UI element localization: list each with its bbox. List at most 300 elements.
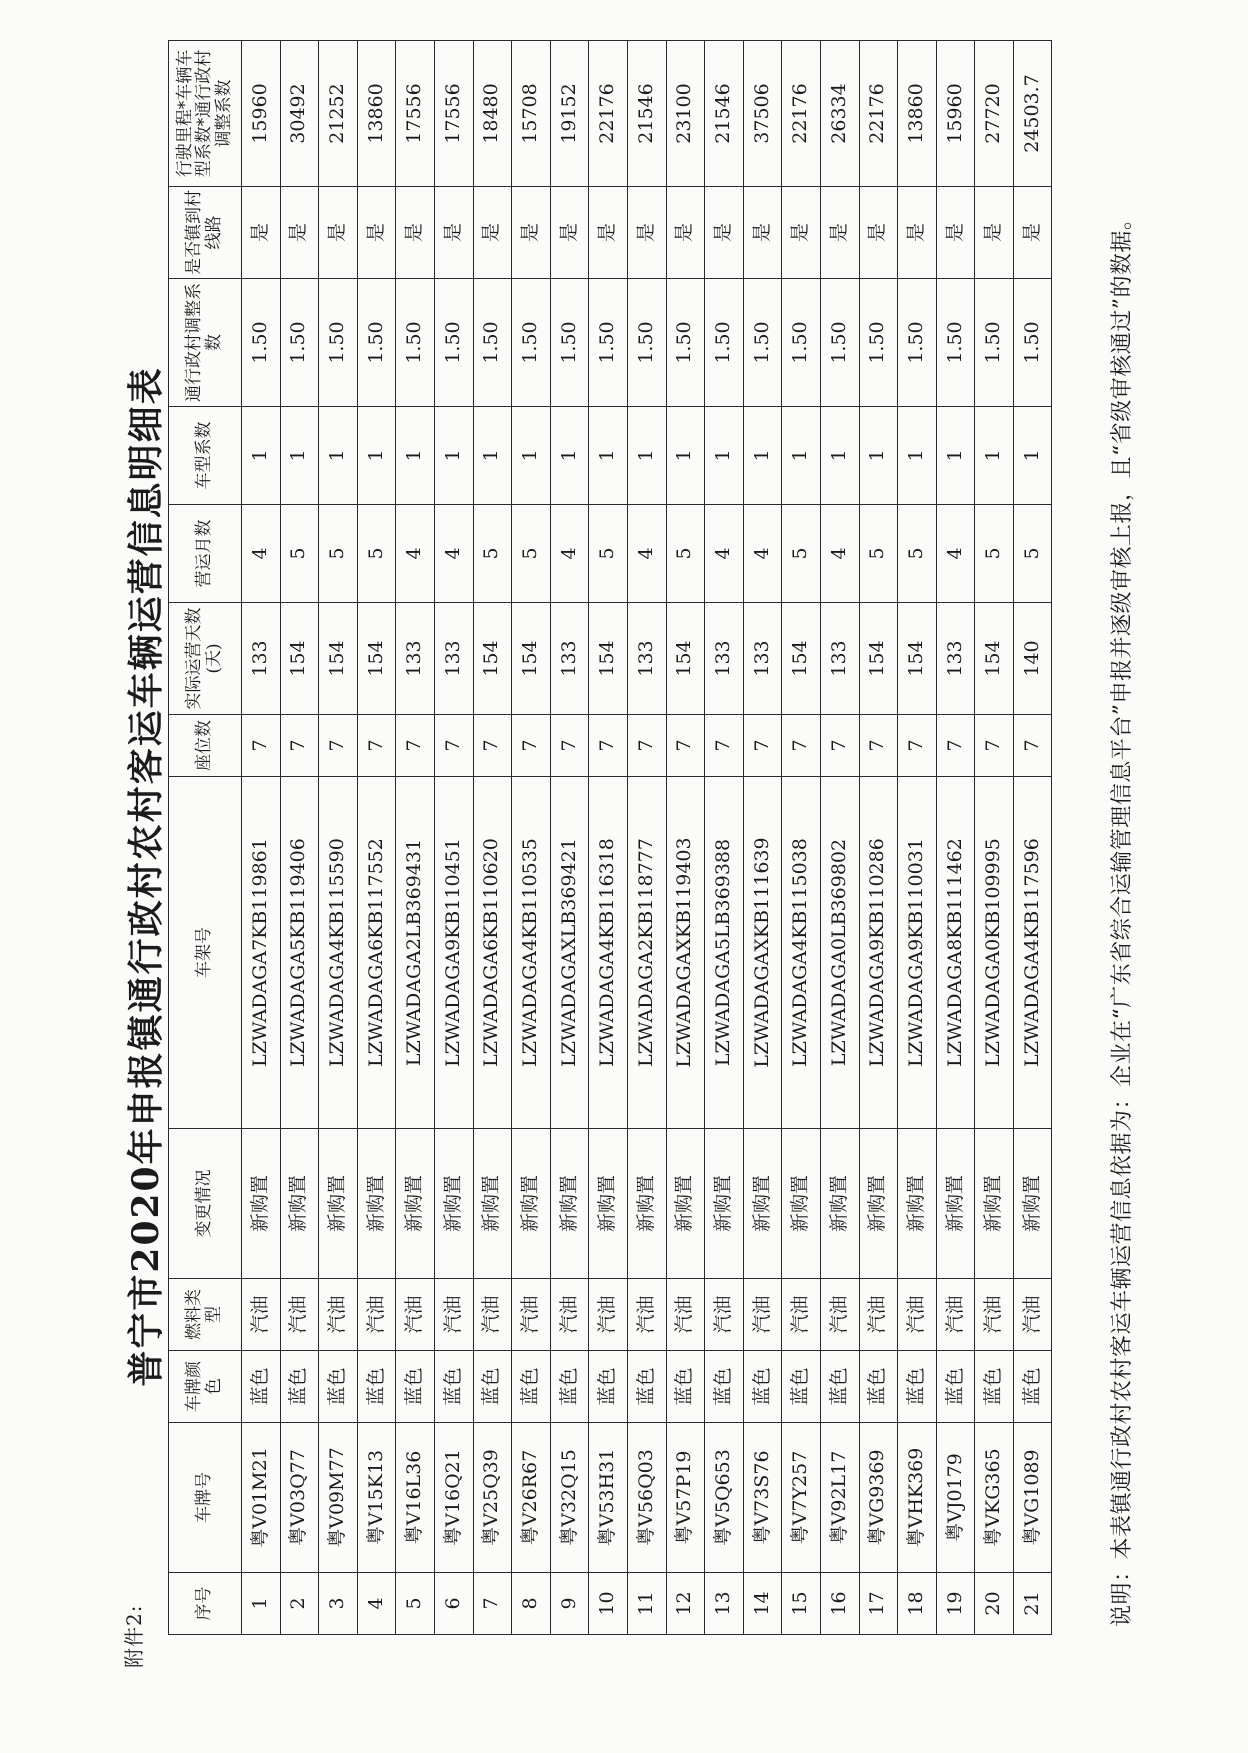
table-cell: 是	[242, 187, 281, 279]
table-cell: 5	[782, 505, 821, 603]
table-cell: 133	[627, 603, 666, 715]
table-cell: 蓝色	[1013, 1351, 1052, 1423]
table-cell: LZWADAGA4KB117596	[1013, 777, 1052, 1129]
table-cell: 4	[396, 505, 435, 603]
table-cell: 1	[859, 407, 898, 505]
table-cell: 1	[589, 407, 628, 505]
table-cell: 1	[898, 407, 937, 505]
table-cell: 5	[1013, 505, 1052, 603]
table-cell: 粤V25Q39	[473, 1423, 512, 1573]
table-cell: 7	[512, 715, 551, 777]
table-cell: 是	[936, 187, 975, 279]
table-cell: 新购置	[743, 1129, 782, 1279]
table-cell: 7	[666, 715, 705, 777]
table-cell: 新购置	[627, 1129, 666, 1279]
table-cell: 蓝色	[512, 1351, 551, 1423]
table-cell: 19	[936, 1573, 975, 1635]
table-cell: 1.50	[434, 279, 473, 407]
table-cell: 是	[705, 187, 744, 279]
table-cell: 7	[1013, 715, 1052, 777]
table-cell: LZWADAGA9KB110286	[859, 777, 898, 1129]
table-cell: LZWADAGAXKB111639	[743, 777, 782, 1129]
table-cell: 7	[898, 715, 937, 777]
table-cell: 粤V01M21	[242, 1423, 281, 1573]
table-cell: 22176	[782, 41, 821, 187]
table-cell: 6	[434, 1573, 473, 1635]
table-cell: 粤V53H31	[589, 1423, 628, 1573]
table-cell: 蓝色	[319, 1351, 358, 1423]
table-cell: 1.50	[280, 279, 319, 407]
table-cell: 4	[705, 505, 744, 603]
table-cell: 汽油	[820, 1279, 859, 1351]
table-cell: 4	[743, 505, 782, 603]
table-cell: 1	[936, 407, 975, 505]
footnote: 说明：本表镇通行政村农村客运车辆运营信息依据为：企业在“广东省综合运输管理信息平台”申报并逐级审核上报，且“省级审核通过”的数据。	[1110, 207, 1135, 1627]
table-row	[936, 41, 975, 1635]
table-cell: 154	[280, 603, 319, 715]
table-cell: 4	[357, 1573, 396, 1635]
table-cell: 粤V56Q03	[627, 1423, 666, 1573]
table-cell: 4	[550, 505, 589, 603]
table-cell: LZWADAGA6KB110620	[473, 777, 512, 1129]
table-cell: 汽油	[1013, 1279, 1052, 1351]
table-cell: 蓝色	[357, 1351, 396, 1423]
table-cell: 蓝色	[936, 1351, 975, 1423]
table-cell: 133	[820, 603, 859, 715]
table-cell: 154	[473, 603, 512, 715]
table-cell: 13860	[898, 41, 937, 187]
table-cell: 4	[936, 505, 975, 603]
table-cell: 蓝色	[705, 1351, 744, 1423]
table-cell: 新购置	[936, 1129, 975, 1279]
table-cell: 7	[473, 1573, 512, 1635]
table-cell: 粤V7Y257	[782, 1423, 821, 1573]
table-cell: 蓝色	[782, 1351, 821, 1423]
table-cell: 是	[975, 187, 1014, 279]
table-cell: 133	[396, 603, 435, 715]
table-row	[898, 41, 937, 1635]
table-cell: 是	[589, 187, 628, 279]
table-cell: 133	[705, 603, 744, 715]
table-cell: 7	[705, 715, 744, 777]
table-cell: 1.50	[666, 279, 705, 407]
table-cell: LZWADAGA5LB369388	[705, 777, 744, 1129]
column-header: 是否镇到村线路	[169, 187, 242, 279]
table-cell: 粤VG9369	[859, 1423, 898, 1573]
column-header: 车牌号	[169, 1423, 242, 1573]
table-cell: 是	[280, 187, 319, 279]
table-cell: 4	[242, 505, 281, 603]
table-cell: 是	[473, 187, 512, 279]
table-cell: 蓝色	[666, 1351, 705, 1423]
table-cell: 15	[782, 1573, 821, 1635]
table-cell: 汽油	[743, 1279, 782, 1351]
table-cell: 蓝色	[473, 1351, 512, 1423]
table-cell: 27720	[975, 41, 1014, 187]
table-cell: 粤V16L36	[396, 1423, 435, 1573]
table-cell: 30492	[280, 41, 319, 187]
table-cell: 汽油	[627, 1279, 666, 1351]
table-cell: 21546	[627, 41, 666, 187]
table-cell: 13860	[357, 41, 396, 187]
table-row	[589, 41, 628, 1635]
table-cell: 新购置	[280, 1129, 319, 1279]
table-cell: 1.50	[473, 279, 512, 407]
table-cell: LZWADAGA9KB110451	[434, 777, 473, 1129]
table-cell: 粤V09M77	[319, 1423, 358, 1573]
table-cell: 粤V16Q21	[434, 1423, 473, 1573]
table-cell: 5	[473, 505, 512, 603]
table-cell: 汽油	[975, 1279, 1014, 1351]
column-header: 实际运营天数(天)	[169, 603, 242, 715]
table-cell: 1	[627, 407, 666, 505]
table-cell: 是	[1013, 187, 1052, 279]
table-cell: 5	[280, 505, 319, 603]
table-cell: 7	[319, 715, 358, 777]
table-cell: 5	[319, 505, 358, 603]
column-header: 行驶里程*车辆车型系数*通行政村调整系数	[169, 41, 242, 187]
table-cell: LZWADAGA4KB115038	[782, 777, 821, 1129]
table-row	[1013, 41, 1052, 1635]
table-row	[512, 41, 551, 1635]
table-cell: 汽油	[936, 1279, 975, 1351]
table-cell: 粤V26R67	[512, 1423, 551, 1573]
table-row	[627, 41, 666, 1635]
table-cell: 15708	[512, 41, 551, 187]
table-cell: 20	[975, 1573, 1014, 1635]
table-cell: 1.50	[782, 279, 821, 407]
table-cell: 154	[512, 603, 551, 715]
table-cell: 新购置	[319, 1129, 358, 1279]
table-cell: 汽油	[319, 1279, 358, 1351]
table-cell: 蓝色	[589, 1351, 628, 1423]
table-cell: 3	[319, 1573, 358, 1635]
table-cell: 133	[550, 603, 589, 715]
table-row	[550, 41, 589, 1635]
table-cell: 1.50	[396, 279, 435, 407]
table-cell: 新购置	[357, 1129, 396, 1279]
table-cell: 1	[782, 407, 821, 505]
table-cell: 新购置	[898, 1129, 937, 1279]
table-cell: 汽油	[898, 1279, 937, 1351]
table-cell: 5	[357, 505, 396, 603]
table-row	[743, 41, 782, 1635]
table-cell: LZWADAGA5KB119406	[280, 777, 319, 1129]
table-row	[705, 41, 744, 1635]
table-cell: 新购置	[512, 1129, 551, 1279]
table-cell: LZWADAGA4KB116318	[589, 777, 628, 1129]
table-cell: 粤V5Q653	[705, 1423, 744, 1573]
column-header: 变更情况	[169, 1129, 242, 1279]
table-cell: 7	[473, 715, 512, 777]
table-cell: 140	[1013, 603, 1052, 715]
table-cell: 新购置	[242, 1129, 281, 1279]
table-cell: 1.50	[975, 279, 1014, 407]
table-cell: 7	[357, 715, 396, 777]
table-cell: 粤V92L17	[820, 1423, 859, 1573]
table-cell: 1	[473, 407, 512, 505]
table-cell: 蓝色	[859, 1351, 898, 1423]
table-cell: 1	[975, 407, 1014, 505]
table-cell: 11	[627, 1573, 666, 1635]
table-cell: 是	[434, 187, 473, 279]
table-cell: 15960	[242, 41, 281, 187]
table-cell: 蓝色	[627, 1351, 666, 1423]
table-cell: 1	[280, 407, 319, 505]
table-cell: 133	[434, 603, 473, 715]
table-cell: 21	[1013, 1573, 1052, 1635]
table-cell: 7	[820, 715, 859, 777]
table-cell: 新购置	[1013, 1129, 1052, 1279]
table-row	[473, 41, 512, 1635]
column-header: 车牌颜色	[169, 1351, 242, 1423]
table-cell: 粤V73S76	[743, 1423, 782, 1573]
table-cell: 新购置	[859, 1129, 898, 1279]
table-cell: 154	[782, 603, 821, 715]
table-cell: 蓝色	[280, 1351, 319, 1423]
table-cell: 是	[512, 187, 551, 279]
table-cell: 1.50	[859, 279, 898, 407]
table-cell: 1	[242, 407, 281, 505]
table-cell: 蓝色	[242, 1351, 281, 1423]
table-cell: 新购置	[782, 1129, 821, 1279]
table-cell: 16	[820, 1573, 859, 1635]
table-cell: LZWADAGA4KB110535	[512, 777, 551, 1129]
table-cell: 26334	[820, 41, 859, 187]
table-cell: 154	[666, 603, 705, 715]
table-cell: 汽油	[242, 1279, 281, 1351]
table-cell: 5	[589, 505, 628, 603]
table-cell: 1.50	[743, 279, 782, 407]
table-cell: LZWADAGA0LB369802	[820, 777, 859, 1129]
table-cell: 蓝色	[820, 1351, 859, 1423]
table-cell: 154	[975, 603, 1014, 715]
table-cell: 22176	[589, 41, 628, 187]
table-cell: 粤V57P19	[666, 1423, 705, 1573]
table-cell: 154	[357, 603, 396, 715]
vehicle-info-table	[168, 40, 1052, 1635]
table-cell: 汽油	[434, 1279, 473, 1351]
table-cell: 12	[666, 1573, 705, 1635]
table-cell: 17556	[434, 41, 473, 187]
table-cell: 蓝色	[898, 1351, 937, 1423]
table-cell: 7	[975, 715, 1014, 777]
table-header-row	[169, 41, 242, 1635]
table-cell: 5	[975, 505, 1014, 603]
table-cell: LZWADAGA0KB109995	[975, 777, 1014, 1129]
table-cell: LZWADAGAXLB369421	[550, 777, 589, 1129]
table-cell: 1	[319, 407, 358, 505]
table-cell: 18	[898, 1573, 937, 1635]
table-cell: 133	[242, 603, 281, 715]
table-cell: 7	[550, 715, 589, 777]
table-cell: 粤VKG365	[975, 1423, 1014, 1573]
table-row	[280, 41, 319, 1635]
table-row	[859, 41, 898, 1635]
table-cell: 7	[627, 715, 666, 777]
table-cell: 5	[512, 505, 551, 603]
table-row	[357, 41, 396, 1635]
table-cell: 5	[898, 505, 937, 603]
table-cell: 新购置	[820, 1129, 859, 1279]
table-cell: 1.50	[550, 279, 589, 407]
table-cell: 是	[357, 187, 396, 279]
table-cell: 7	[936, 715, 975, 777]
table-cell: 1.50	[898, 279, 937, 407]
table-cell: 7	[434, 715, 473, 777]
table-cell: 21546	[705, 41, 744, 187]
table-cell: 1	[357, 407, 396, 505]
column-header: 营运月数	[169, 505, 242, 603]
table-cell: 1	[1013, 407, 1052, 505]
table-cell: 汽油	[512, 1279, 551, 1351]
table-cell: 37506	[743, 41, 782, 187]
table-cell: 新购置	[396, 1129, 435, 1279]
table-cell: 1	[434, 407, 473, 505]
table-cell: 汽油	[782, 1279, 821, 1351]
table-cell: 粤V32Q15	[550, 1423, 589, 1573]
table-row	[434, 41, 473, 1635]
table-cell: LZWADAGA7KB119861	[242, 777, 281, 1129]
table-cell: 是	[627, 187, 666, 279]
table-cell: 新购置	[473, 1129, 512, 1279]
table-cell: 1	[705, 407, 744, 505]
table-cell: 1.50	[936, 279, 975, 407]
table-cell: 新购置	[975, 1129, 1014, 1279]
table-cell: 7	[280, 715, 319, 777]
table-cell: 新购置	[434, 1129, 473, 1279]
table-cell: 1	[666, 407, 705, 505]
table-cell: 汽油	[666, 1279, 705, 1351]
table-cell: 是	[782, 187, 821, 279]
table-cell: 是	[396, 187, 435, 279]
table-body	[242, 41, 1052, 1635]
table-cell: 汽油	[705, 1279, 744, 1351]
table-cell: 10	[589, 1573, 628, 1635]
table-cell: 新购置	[589, 1129, 628, 1279]
column-header: 序号	[169, 1573, 242, 1635]
column-header: 通行政村调整系数	[169, 279, 242, 407]
table-cell: LZWADAGA2KB118777	[627, 777, 666, 1129]
table-cell: 汽油	[473, 1279, 512, 1351]
table-cell: LZWADAGA6KB117552	[357, 777, 396, 1129]
table-cell: 13	[705, 1573, 744, 1635]
table-cell: 1	[820, 407, 859, 505]
table-cell: 蓝色	[975, 1351, 1014, 1423]
table-row	[396, 41, 435, 1635]
table-cell: 是	[550, 187, 589, 279]
table-cell: 1	[550, 407, 589, 505]
table-row	[242, 41, 281, 1635]
table-cell: 汽油	[396, 1279, 435, 1351]
table-cell: 粤V15K13	[357, 1423, 396, 1573]
table-cell: 1	[743, 407, 782, 505]
table-cell: 5	[859, 505, 898, 603]
table-cell: 21252	[319, 41, 358, 187]
table-cell: 1	[396, 407, 435, 505]
table-row	[782, 41, 821, 1635]
table-row	[319, 41, 358, 1635]
table-cell: 15960	[936, 41, 975, 187]
table-cell: 14	[743, 1573, 782, 1635]
table-cell: 1.50	[512, 279, 551, 407]
table-cell: 133	[743, 603, 782, 715]
table-cell: 汽油	[589, 1279, 628, 1351]
table-cell: LZWADAGA4KB115590	[319, 777, 358, 1129]
table-cell: 粤VJ0179	[936, 1423, 975, 1573]
column-header: 座位数	[169, 715, 242, 777]
table-cell: 154	[319, 603, 358, 715]
table-cell: 1.50	[1013, 279, 1052, 407]
table-cell: 汽油	[280, 1279, 319, 1351]
table-cell: 1.50	[820, 279, 859, 407]
table-cell: LZWADAGAXKB119403	[666, 777, 705, 1129]
table-row	[975, 41, 1014, 1635]
table-cell: 蓝色	[550, 1351, 589, 1423]
document-title: 普宁市2020年申报镇通行政村农村客运车辆运营信息明细表	[125, 366, 167, 1387]
table-cell: 新购置	[705, 1129, 744, 1279]
table-cell: 是	[319, 187, 358, 279]
table-cell: 1.50	[319, 279, 358, 407]
table-cell: 7	[589, 715, 628, 777]
table-cell: 新购置	[550, 1129, 589, 1279]
table-cell: 133	[936, 603, 975, 715]
table-cell: 蓝色	[396, 1351, 435, 1423]
column-header: 车型系数	[169, 407, 242, 505]
column-header: 燃料类型	[169, 1279, 242, 1351]
table-cell: 1.50	[589, 279, 628, 407]
table-cell: 新购置	[666, 1129, 705, 1279]
table-cell: 17	[859, 1573, 898, 1635]
column-header: 车架号	[169, 777, 242, 1129]
table-cell: 粤VG1089	[1013, 1423, 1052, 1573]
table-cell: 7	[743, 715, 782, 777]
table-cell: LZWADAGA8KB111462	[936, 777, 975, 1129]
table-cell: 1.50	[627, 279, 666, 407]
table-cell: 154	[859, 603, 898, 715]
table-cell: 是	[743, 187, 782, 279]
table-cell: LZWADAGA2LB369431	[396, 777, 435, 1129]
table-cell: 7	[782, 715, 821, 777]
table-cell: 4	[627, 505, 666, 603]
table-cell: 1	[242, 1573, 281, 1635]
table-cell: 蓝色	[743, 1351, 782, 1423]
table-cell: 1.50	[242, 279, 281, 407]
table-row	[820, 41, 859, 1635]
table-cell: 粤VHK369	[898, 1423, 937, 1573]
table-cell: 24503.7	[1013, 41, 1052, 187]
table-cell: 是	[859, 187, 898, 279]
table-cell: 23100	[666, 41, 705, 187]
table-cell: 9	[550, 1573, 589, 1635]
table-cell: 154	[898, 603, 937, 715]
table-cell: 是	[666, 187, 705, 279]
table-cell: 19152	[550, 41, 589, 187]
table-cell: 8	[512, 1573, 551, 1635]
table-cell: 蓝色	[434, 1351, 473, 1423]
table-cell: 17556	[396, 41, 435, 187]
table-cell: 154	[589, 603, 628, 715]
table-cell: 22176	[859, 41, 898, 187]
table-cell: LZWADAGA9KB110031	[898, 777, 937, 1129]
table-cell: 4	[434, 505, 473, 603]
table-cell: 1.50	[705, 279, 744, 407]
table-cell: 粤V03Q77	[280, 1423, 319, 1573]
table-cell: 汽油	[550, 1279, 589, 1351]
table-cell: 2	[280, 1573, 319, 1635]
table-cell: 4	[820, 505, 859, 603]
table-cell: 7	[242, 715, 281, 777]
